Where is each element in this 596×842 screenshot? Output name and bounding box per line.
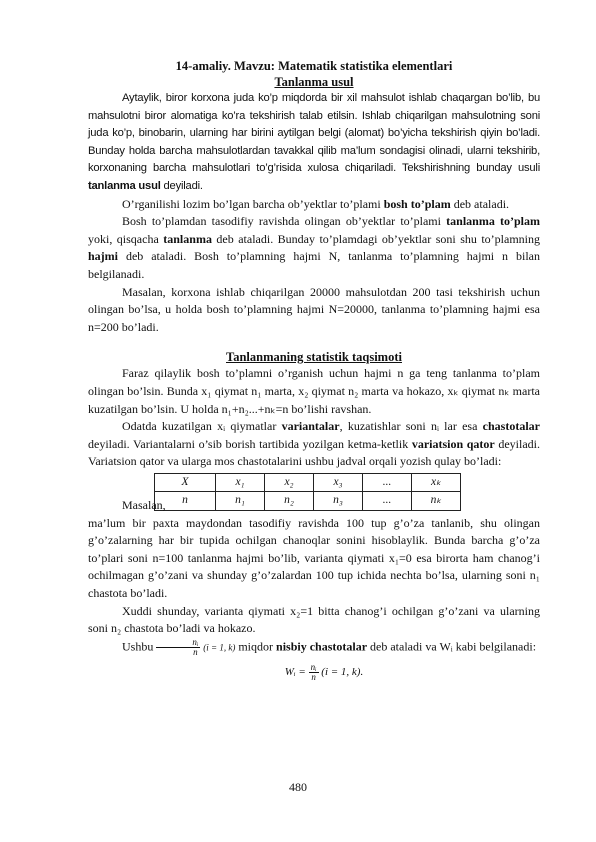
paragraph-9: Ushbu $\frac{\text{nᵢ}}{n}$ (i = 1, k) miqdor nisbiy chastotalar deb ataladi va Wᵢ kabi belgilanadi: (122, 636, 537, 657)
table-cell: ... (363, 492, 412, 511)
table-cell: nₖ (412, 492, 461, 511)
page-title: 14-amaliy. Mavzu: Matematik statistika elementlari (175, 59, 453, 73)
table-cell: n (155, 492, 216, 511)
page-number: 480 (289, 780, 307, 794)
paragraph-7-start: Masalan, (122, 498, 166, 513)
table-cell: x₁ (216, 473, 265, 492)
table-cell: n₃ (314, 492, 363, 511)
paragraph-2: O’rganilishi lozim bo’lgan barcha ob’yektlar to’plami bosh to’plam deb ataladi. (122, 196, 510, 211)
page-content (88, 58, 540, 682)
relative-frequency-formula: Wᵢ = $\frac{\text{nᵢ}}{n}$ (i = 1, k). (284, 661, 364, 682)
table-cell: xₖ (412, 473, 461, 492)
table-cell: ... (363, 473, 412, 492)
table-cell: x₃ (314, 473, 363, 492)
paragraph-8: Xuddi shunday, varianta qiymati x₂=1 bitta chanog’i ochilgan g’o’zani va ularning soni n₂ chastota bo’ladi va hokazo. (88, 603, 540, 636)
paragraph-3: Bosh to’plamdan tasodifiy ravishda olingan ob’yektlar to’plami tanlanma to’plam yoki, qisqacha tanlanma deb ataladi. Bunday to’plamdagi ob’yektlar soni shu to’plamning hajmi deb ataladi. Bosh to’plamning hajmi N, tanlanma to’plamning hajmi n bilan belgilanadi. (88, 214, 540, 281)
paragraph-1: Aytaylik, biror korxona juda ko’p miqdorda bir xil mahsulot ishlab chaqargan bo’lib, bu mahsulotni biror alomatiga ko’ra tekshirish talab etilsin. Ishlab chiqarilgan mahsulotning soni juda ko’p, binobarin, ularning har birini aytilgan belgi (alomat) bo’yicha tekshirish qiyin bo’ladi. Bunday holda barcha mahsulotlardan tavakkal qilib ma’lum sondagisi olinadi, ularni tekshirib, korxonaning barcha mahsulotlari to’g’risida xulosa chiqariladi. Tekshirishning bunday usuli tanlanma usul deyiladi. (88, 92, 540, 192)
section-heading: Tanlanma usul (274, 75, 354, 89)
table-cell: X (155, 473, 216, 492)
fraction: $\frac{\text{nᵢ}}{n}$ (310, 661, 317, 682)
fraction: $\frac{\text{nᵢ}}{n}$ (156, 638, 200, 657)
section-heading-2: Tanlanmaning statistik taqsimoti (226, 350, 402, 365)
table-row (155, 473, 461, 492)
paragraph-7: ma’lum bir paxta maydondan tasodifiy ravishda 100 tup g’o’za tanlanib, shu olingan g’o’zalarning har bir tupida ochilgan chanoqlar sonini hisoblaylik. Bunda barcha g’o’za to’plari soni n=100 tanlanma hajmi bo’lib, varianta qiymati x₁=0 esa birorta ham chanog’i ochilmagan g’o’zani va shunday g’o’zalardan 100 tup ichida nechta bo’lsa, ularning soni n₁ chastota bo’ladi. (88, 515, 540, 601)
table-cell: n₂ (265, 492, 314, 511)
paragraph-4: Masalan, korxona ishlab chiqarilgan 20000 mahsulotdan 200 tasi tekshirish uchun olingan bo’lsa, u holda bosh to’plamning hajmi N=20000, tanlanma to’plamning hajmi esa n=200 bo’ladi. (88, 284, 540, 334)
table-cell: x₂ (265, 473, 314, 492)
table-cell: n₁ (216, 492, 265, 511)
paragraph-5: Faraz qilaylik bosh to’plamni o’rganish uchun hajmi n ga teng tanlanma to’plam olingan bo’lsin. Bunda x₁ qiymat n₁ marta, x₂ qiymat n₂ marta va hokazo, xₖ qiymat nₖ marta kuzatilgan bo’lsin. U holda n₁+n₂...+nₖ=n bo’lishi ravshan. (88, 366, 540, 416)
paragraph-6: Odatda kuzatilgan xᵢ qiymatlar variantalar, kuzatishlar soni nᵢ lar esa chastotalar deyiladi. Variantalarni o’sib borish tartibida yozilgan ketma-ketlik variatsion qator deyiladi. Variatsion qator va ularga mos chastotalarini ushbu jadval orqali yozish qulay bo’ladi: (88, 419, 540, 469)
